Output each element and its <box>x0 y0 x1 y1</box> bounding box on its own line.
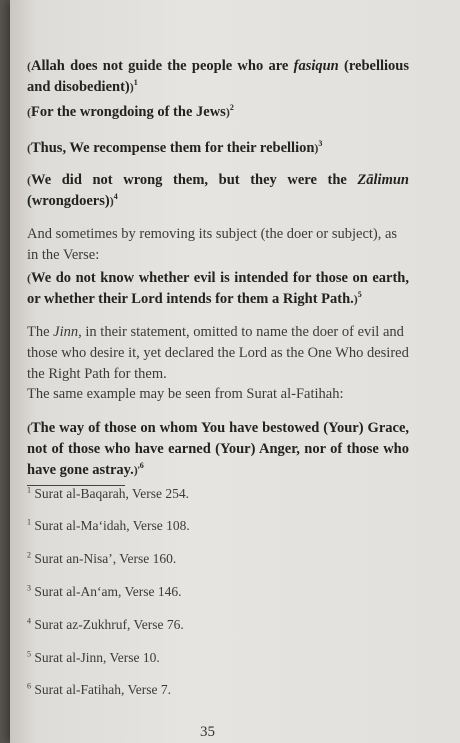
bracket-open: ( <box>27 421 31 435</box>
page-number: 35 <box>200 724 215 740</box>
footnote-item <box>27 584 181 600</box>
bracket-open: ( <box>27 141 31 155</box>
quote-text-cont: (rebellious and disobedient) <box>27 58 409 95</box>
quote-text: For the wrongdoing of the Jews <box>31 104 226 120</box>
bracket-open: ( <box>27 59 31 73</box>
footnote-item <box>27 650 160 666</box>
quote-text: Thus, We recompense them for their rebellion <box>31 140 315 156</box>
bracket-open: ( <box>27 173 31 187</box>
bracket-close: ) <box>225 105 230 119</box>
footnote-number: 1 <box>27 485 31 495</box>
bracket-close: ) <box>314 141 319 155</box>
quran-quote-6 <box>27 418 409 481</box>
bracket-open: ( <box>27 271 31 285</box>
footnote-item <box>27 617 184 633</box>
quote-text-cont: (wrongdoers) <box>27 193 110 209</box>
footnote-text: Surat al-Jinn, Verse 10. <box>34 650 160 665</box>
footnote-text: Surat al-Ma‘idah, Verse 108. <box>34 518 190 533</box>
body-paragraph-3 <box>27 384 409 405</box>
bracket-close: ) <box>353 292 358 306</box>
footnote-number: 5 <box>27 649 31 659</box>
footnote-text: Surat az-Zukhruf, Verse 76. <box>34 617 184 632</box>
bracket-close: ) <box>129 80 134 94</box>
quote-text: We did not wrong them, but they were the <box>31 172 358 188</box>
quran-quote-3 <box>27 138 409 159</box>
quran-quote-2 <box>27 102 409 123</box>
footnote-item <box>27 551 176 567</box>
quran-quote-1 <box>27 56 409 98</box>
footnote-ref: ,6 <box>137 461 144 471</box>
footnote-text: Surat an-Nisa’, Verse 160. <box>34 551 177 566</box>
quran-quote-5 <box>27 268 409 310</box>
footnote-item <box>27 486 189 502</box>
quote-text: The way of those on whom You have bestowed (Your) Grace, not of those who have earned (Your) Anger, nor of those who have gone astray. <box>27 420 409 478</box>
footnote-number: 6 <box>27 681 31 691</box>
quote-emphasis: Zālimun <box>357 172 409 188</box>
footnote-ref: 4 <box>113 192 118 202</box>
footnote-text: Surat al-An‘am, Verse 146. <box>34 584 182 599</box>
bracket-close: ) <box>109 194 114 208</box>
paragraph-text: The same example may be seen from Surat al-Fatihah: <box>27 386 344 402</box>
footnote-ref: 2 <box>229 103 234 113</box>
footnote-ref: 3 <box>318 139 323 149</box>
body-paragraph-2 <box>27 322 409 385</box>
paragraph-text: The <box>27 324 54 340</box>
footnote-item <box>27 518 190 534</box>
footnote-ref: 5 <box>357 290 362 300</box>
paragraph-text-cont: , in their statement, omitted to name the doer of evil and those who desire it, yet declared the Lord as the One Who desired the Right Path for them. <box>27 324 409 382</box>
paragraph-text: And sometimes by removing its subject (the doer or subject), as in the Verse: <box>27 226 398 263</box>
book-page <box>10 0 460 743</box>
footnote-number: 4 <box>27 616 31 626</box>
body-paragraph-1 <box>27 224 409 266</box>
footnote-number: 2 <box>27 550 31 560</box>
footnote-text: Surat al-Baqarah, Verse 254. <box>34 486 189 501</box>
footnote-item <box>27 682 171 698</box>
quote-text: We do not know whether evil is intended for those on earth, or whether their Lord intends for them a Right Path. <box>27 270 409 307</box>
quran-quote-4 <box>27 170 409 212</box>
footnote-number: 3 <box>27 583 31 593</box>
footnote-ref: 1 <box>133 78 138 88</box>
bracket-open: ( <box>27 105 31 119</box>
quote-text: Allah does not guide the people who are <box>31 58 294 74</box>
footnote-text: Surat al-Fatihah, Verse 7. <box>34 682 171 697</box>
paragraph-emphasis: Jinn <box>53 324 79 340</box>
bracket-close: ) <box>133 463 138 477</box>
footnote-number: 1 <box>27 517 31 527</box>
quote-emphasis: fasiqun <box>293 58 339 74</box>
